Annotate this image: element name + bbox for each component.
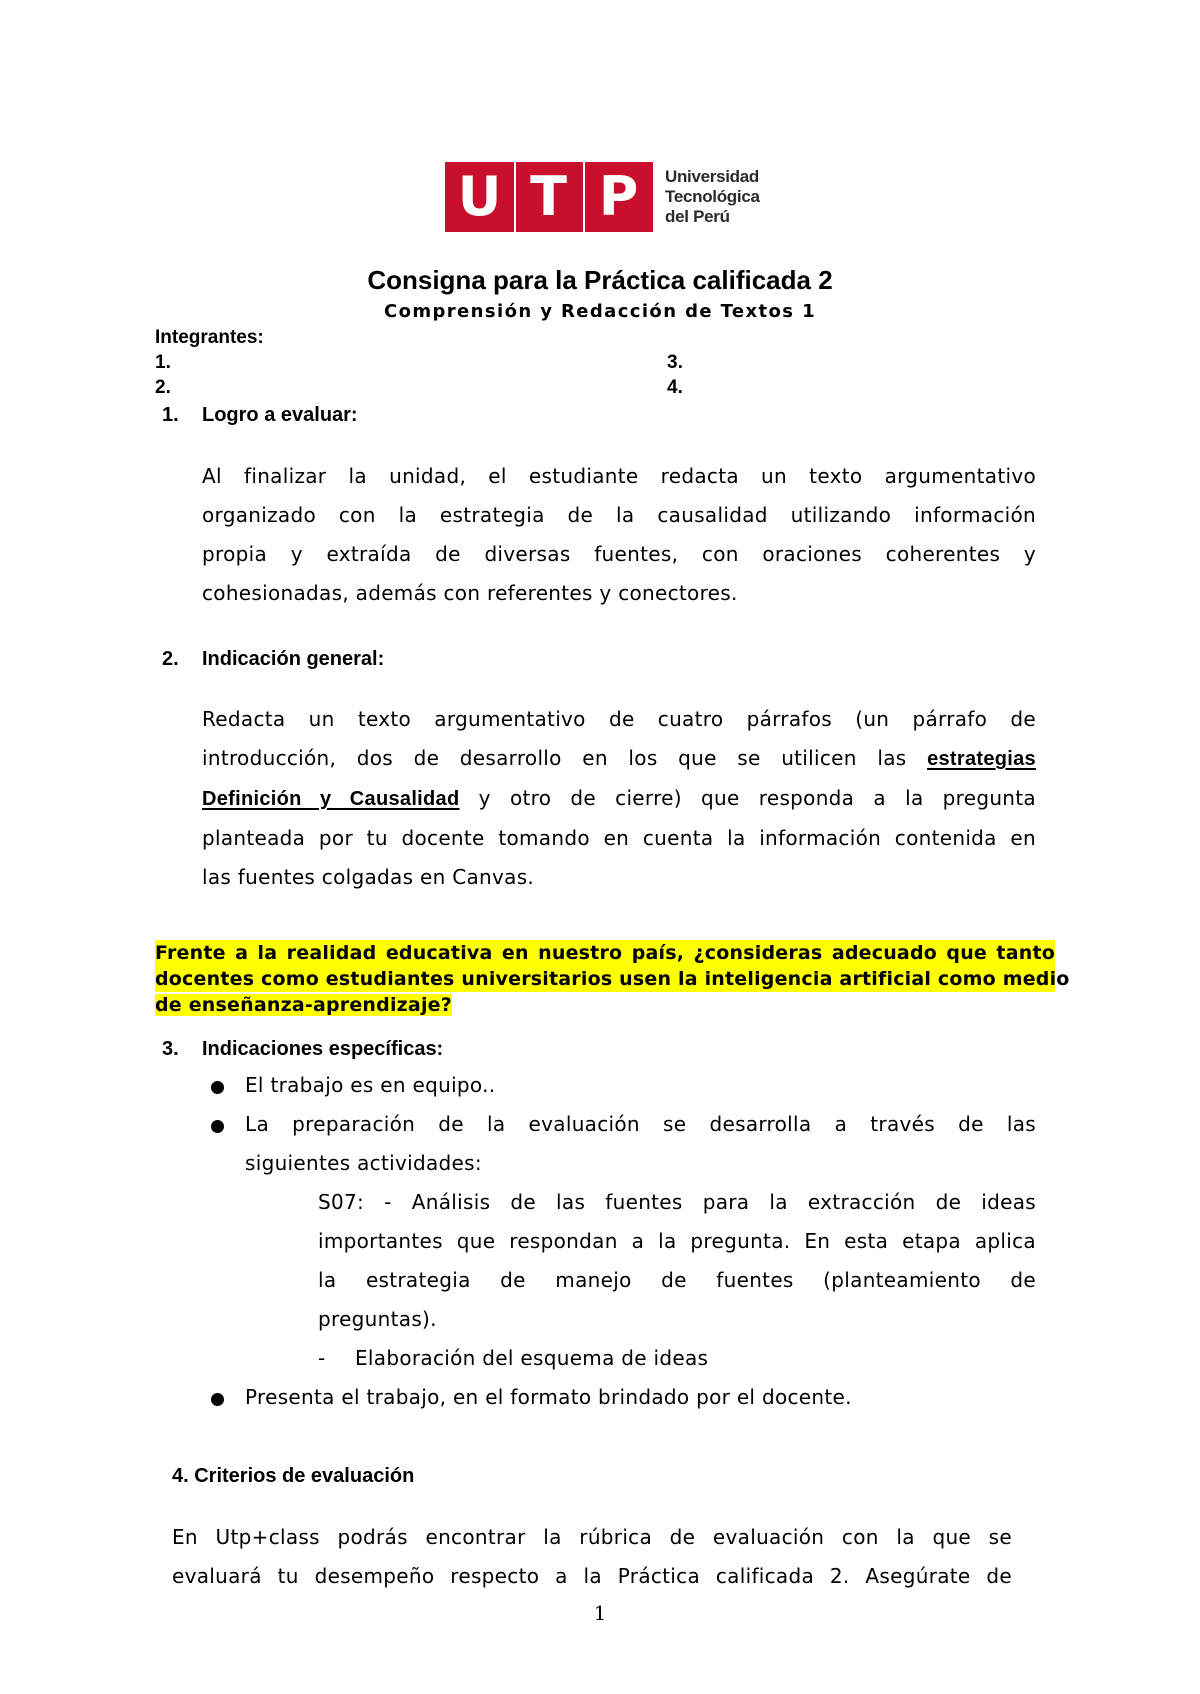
page-number: 1 <box>593 1601 607 1625</box>
paragraph-line: Al finalizar la unidad, el estudiante redacta un texto argumentativo <box>202 464 1036 488</box>
member-2: 2. <box>155 377 171 398</box>
section-title: Logro a evaluar: <box>202 404 358 426</box>
bullet-item <box>245 1066 1036 1105</box>
section-3-heading <box>162 1036 443 1062</box>
paragraph-line <box>202 779 1036 819</box>
section-number: 3. <box>162 1038 179 1060</box>
paragraph-line: organizado con la estrategia de la causalidad utilizando información <box>202 503 1036 527</box>
section-number: 1. <box>162 404 179 426</box>
paragraph-line <box>202 739 1036 779</box>
paragraph-line: preguntas). <box>318 1307 437 1331</box>
section-title: Indicación general: <box>202 648 385 670</box>
dash-marker: - <box>318 1346 326 1370</box>
question-line: Frente a la realidad educativa en nuestro país, ¿consideras adecuado que tanto <box>155 942 1055 964</box>
section-2-paragraph <box>202 700 1036 897</box>
paragraph-line: La preparación de la evaluación se desarrolla a través de las <box>245 1112 1036 1136</box>
members-label: Integrantes: <box>155 327 264 348</box>
paragraph-line: S07: - Análisis de las fuentes para la extracción de ideas <box>318 1190 1036 1214</box>
paragraph-line: planteada por tu docente tomando en cuenta la información contenida en <box>202 826 1036 850</box>
paragraph-text: introducción, dos de desarrollo en los que se utilicen las <box>202 746 907 770</box>
paragraph-line: evaluará tu desempeño respecto a la Práctica calificada 2. Asegúrate de <box>172 1564 1012 1588</box>
bullet-icon <box>211 1120 224 1133</box>
document-subtitle: Comprensión y Redacción de Textos 1 <box>383 301 817 322</box>
paragraph-line: En Utp+class podrás encontrar la rúbrica de evaluación con la que se <box>172 1525 1012 1549</box>
member-1: 1. <box>155 352 171 373</box>
logo-letter-p: P <box>598 165 639 228</box>
member-3: 3. <box>667 352 683 373</box>
strategies-emphasis: estrategias <box>927 748 1036 770</box>
paragraph-line: siguientes actividades: <box>245 1151 482 1175</box>
section-title: Indicaciones específicas: <box>202 1038 444 1060</box>
bullet-icon <box>211 1081 224 1094</box>
member-4: 4. <box>667 377 683 398</box>
section-number: 2. <box>162 648 179 670</box>
question-line: docentes como estudiantes universitarios usen la inteligencia artificial como medio <box>155 968 1070 990</box>
section-2-heading <box>162 646 384 672</box>
paragraph-line: El trabajo es en equipo.. <box>245 1073 496 1097</box>
logo-name-line: del Perú <box>665 207 730 226</box>
logo-name-line: Tecnológica <box>665 187 760 206</box>
paragraph-line: cohesionadas, además con referentes y conectores. <box>202 581 738 605</box>
logo-letter-t: T <box>530 165 567 228</box>
question-line <box>155 992 1055 1018</box>
highlighted-question <box>155 940 1070 1018</box>
bullet-icon <box>211 1393 224 1406</box>
bullet-item <box>245 1105 1036 1183</box>
section-1-heading <box>162 402 358 428</box>
document-title: Consigna para la Práctica calificada 2 <box>367 265 833 295</box>
paragraph-text: y otro de cierre) que responda a la pregunta <box>459 786 1036 810</box>
question-text: de enseñanza-aprendizaje? <box>155 994 452 1016</box>
paragraph-line: propia y extraída de diversas fuentes, con oraciones coherentes y <box>202 542 1036 566</box>
strategies-emphasis: Definición y Causalidad <box>202 788 460 810</box>
paragraph-line: Redacta un texto argumentativo de cuatro párrafos (un párrafo de <box>202 707 1036 731</box>
logo-separator <box>583 162 585 232</box>
section-4-heading: 4. Criterios de evaluación <box>172 1465 415 1487</box>
utp-logo <box>445 162 765 232</box>
paragraph-line: Elaboración del esquema de ideas <box>355 1346 709 1370</box>
logo-university-name <box>665 167 760 227</box>
paragraph-line: importantes que respondan a la pregunta. En esta etapa aplica <box>318 1229 1036 1253</box>
logo-separator <box>514 162 516 232</box>
paragraph-line: Presenta el trabajo, en el formato brindado por el docente. <box>245 1385 852 1409</box>
section-4-paragraph <box>172 1518 1012 1596</box>
s07-activity <box>318 1183 1036 1339</box>
section-1-paragraph <box>202 457 1036 613</box>
logo-name-line: Universidad <box>665 167 760 186</box>
dash-item <box>355 1339 1036 1378</box>
bullet-item <box>245 1378 1036 1417</box>
logo-letter-u: U <box>457 165 502 228</box>
paragraph-line: la estrategia de manejo de fuentes (planteamiento de <box>318 1268 1036 1292</box>
paragraph-line: las fuentes colgadas en Canvas. <box>202 865 535 889</box>
logo-red-box <box>445 162 653 232</box>
